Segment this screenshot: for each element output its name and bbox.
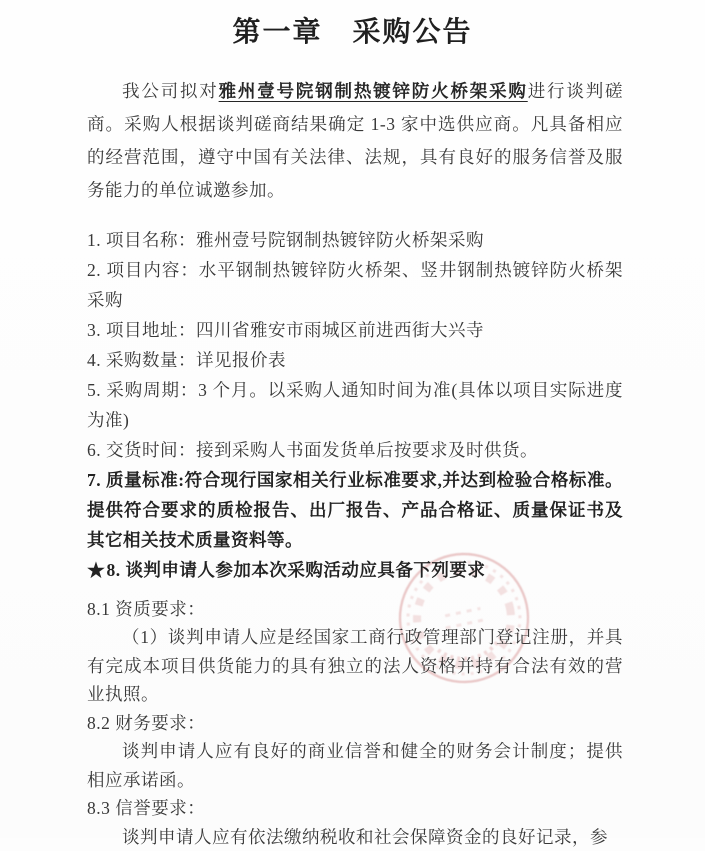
star-icon: ★	[87, 560, 105, 582]
list-item-3-project-address: 3. 项目地址：四川省雅安市雨城区前进西街大兴寺	[87, 315, 623, 345]
intro-paragraph	[87, 75, 623, 207]
section-8-1-heading: 8.1 资质要求：	[87, 595, 623, 624]
intro-prefix: 我公司拟对	[122, 81, 219, 101]
project-name-underlined: 雅州壹号院钢制热镀锌防火桥架采购	[219, 81, 528, 101]
section-8-1-body: （1）谈判申请人应是经国家工商行政管理部门登记注册，并具有完成本项目供货能力的具有独立的法人资格并持有合法有效的营业执照。	[87, 623, 623, 709]
section-8-2-heading: 8.2 财务要求：	[87, 709, 623, 738]
section-8-2-body: 谈判申请人应有良好的商业信誉和健全的财务会计制度；提供相应承诺函。	[87, 737, 623, 794]
list-item-8-applicant-requirements	[87, 555, 623, 585]
section-8-3-body: 谈判申请人应有依法缴纳税收和社会保障资金的良好记录，参	[87, 823, 623, 851]
sub-sections	[87, 595, 623, 851]
document-body	[87, 75, 623, 851]
requirements-list	[87, 225, 623, 585]
list-item-4-quantity: 4. 采购数量：详见报价表	[87, 345, 623, 375]
intro-suffix: 进行谈判磋商。采购人根据谈判磋商结果确定 1-3 家中选供应商。凡具备相应的经营范围，遵守中国有关法律、法规，具有良好的服务信誉及服务能力的单位诚邀参加。	[87, 81, 623, 200]
list-item-2-project-content: 2. 项目内容：水平钢制热镀锌防火桥架、竖井钢制热镀锌防火桥架采购	[87, 255, 623, 315]
list-item-7-quality-standard: 7. 质量标准:符合现行国家相关行业标准要求,并达到检验合格标准。提供符合要求的质检报告、出厂报告、产品合格证、质量保证书及其它相关技术质量资料等。	[87, 465, 623, 555]
list-item-6-delivery: 6. 交货时间：接到采购人书面发货单后按要求及时供货。	[87, 435, 623, 465]
section-8-3-heading: 8.3 信誉要求：	[87, 794, 623, 823]
page-title: 第一章 采购公告	[0, 0, 705, 50]
list-item-8-text: 8. 谈判申请人参加本次采购活动应具备下列要求	[106, 560, 485, 580]
list-item-5-period: 5. 采购周期：3 个月。以采购人通知时间为准(具体以项目实际进度为准)	[87, 375, 623, 435]
list-item-1-project-name: 1. 项目名称：雅州壹号院钢制热镀锌防火桥架采购	[87, 225, 623, 255]
